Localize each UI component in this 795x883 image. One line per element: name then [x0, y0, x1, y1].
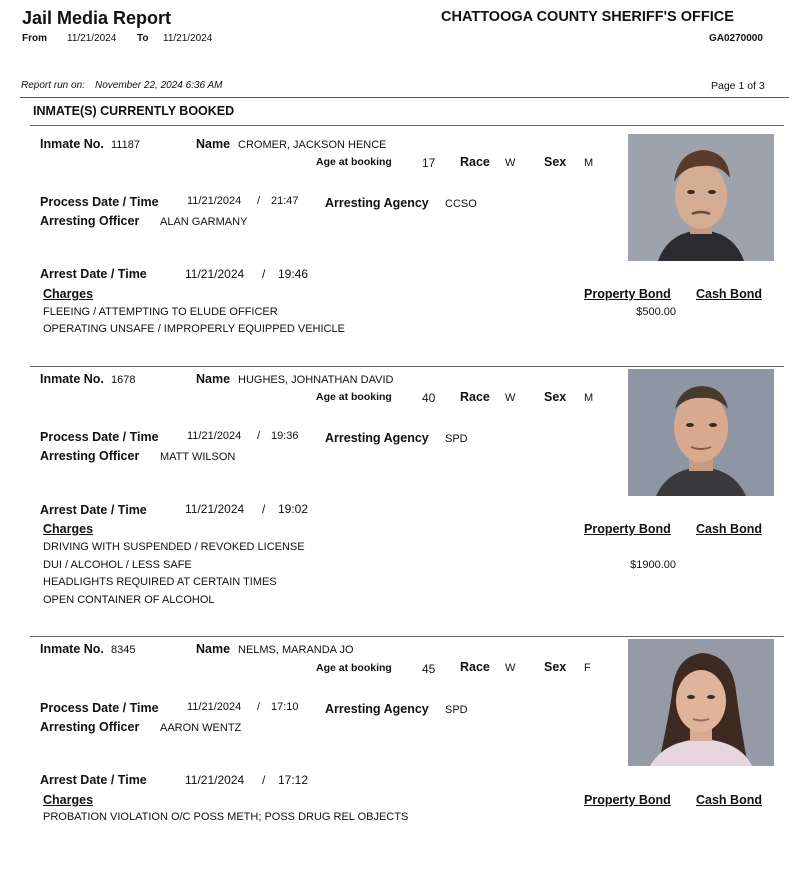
- slash: /: [257, 195, 261, 207]
- process-date: 11/21/2024: [187, 701, 242, 713]
- charge-item: OPERATING UNSAFE / IMPROPERLY EQUIPPED VEHICLE: [43, 323, 345, 335]
- property-bond-header: Property Bond: [584, 287, 671, 301]
- race-value: W: [505, 662, 516, 674]
- arrest-date: 11/21/2024: [185, 773, 245, 787]
- arrest-label: Arrest Date / Time: [40, 267, 147, 281]
- cash-bond-header: Cash Bond: [696, 522, 762, 536]
- agency-value: CCSO: [445, 198, 477, 210]
- race-label: Race: [460, 660, 490, 674]
- name-label: Name: [196, 137, 231, 151]
- name-label: Name: [196, 372, 231, 386]
- sex-label: Sex: [544, 390, 567, 404]
- process-date: 11/21/2024: [187, 195, 242, 207]
- charge-item: DRIVING WITH SUSPENDED / REVOKED LICENSE: [43, 541, 305, 553]
- inmate-name: CROMER, JACKSON HENCE: [238, 139, 387, 151]
- inmate-no-label: Inmate No.: [40, 137, 104, 151]
- arrest-label: Arrest Date / Time: [40, 503, 147, 517]
- ori-code: GA0270000: [709, 33, 763, 44]
- process-label: Process Date / Time: [40, 701, 159, 715]
- age-label: Age at booking: [316, 156, 392, 168]
- process-time: 19:36: [271, 430, 299, 442]
- officer-value: ALAN GARMANY: [160, 216, 248, 228]
- slash: /: [262, 773, 266, 787]
- page-number: Page 1 of 3: [711, 80, 765, 92]
- run-value: November 22, 2024 6:36 AM: [95, 80, 223, 91]
- agency-label: Arresting Agency: [325, 702, 429, 716]
- property-bond-header: Property Bond: [584, 793, 671, 807]
- inmate-no-label: Inmate No.: [40, 642, 104, 656]
- section-title: INMATE(S) CURRENTLY BOOKED: [33, 104, 235, 118]
- arrest-label: Arrest Date / Time: [40, 773, 147, 787]
- age-value: 45: [422, 662, 436, 676]
- charges-header: Charges: [43, 793, 94, 807]
- age-value: 40: [422, 391, 436, 405]
- officer-label: Arresting Officer: [40, 720, 140, 734]
- race-label: Race: [460, 390, 490, 404]
- record-divider: [30, 636, 784, 637]
- from-date: 11/21/2024: [67, 33, 117, 44]
- agency-label: Arresting Agency: [325, 196, 429, 210]
- age-label: Age at booking: [316, 391, 392, 403]
- charge-item: HEADLIGHTS REQUIRED AT CERTAIN TIMES: [43, 576, 277, 588]
- process-date: 11/21/2024: [187, 430, 242, 442]
- age-label: Age at booking: [316, 662, 392, 674]
- arrest-time: 19:02: [278, 502, 309, 516]
- agency-name: CHATTOOGA COUNTY SHERIFF'S OFFICE: [441, 9, 734, 25]
- slash: /: [257, 701, 261, 713]
- arrest-date: 11/21/2024: [185, 502, 245, 516]
- agency-label: Arresting Agency: [325, 431, 429, 445]
- officer-label: Arresting Officer: [40, 214, 140, 228]
- process-label: Process Date / Time: [40, 430, 159, 444]
- charges-header: Charges: [43, 287, 94, 301]
- charge-item: DUI / ALCOHOL / LESS SAFE: [43, 559, 192, 571]
- inmate-no-label: Inmate No.: [40, 372, 104, 386]
- to-date: 11/21/2024: [163, 33, 213, 44]
- property-bond-value: $1900.00: [630, 559, 676, 571]
- inmate-name: NELMS, MARANDA JO: [238, 644, 354, 656]
- process-time: 17:10: [271, 701, 299, 713]
- agency-value: SPD: [445, 704, 468, 716]
- cash-bond-header: Cash Bond: [696, 287, 762, 301]
- charge-item: PROBATION VIOLATION O/C POSS METH; POSS DRUG REL OBJECTS: [43, 811, 409, 823]
- charge-item: OPEN CONTAINER OF ALCOHOL: [43, 594, 215, 606]
- property-bond-value: $500.00: [636, 306, 676, 318]
- cash-bond-header: Cash Bond: [696, 793, 762, 807]
- name-label: Name: [196, 642, 231, 656]
- header-divider: [20, 97, 789, 98]
- officer-value: MATT WILSON: [160, 451, 236, 463]
- charges-header: Charges: [43, 522, 94, 536]
- race-value: W: [505, 392, 516, 404]
- inmate-no: 11187: [111, 139, 140, 151]
- process-label: Process Date / Time: [40, 195, 159, 209]
- charge-item: FLEEING / ATTEMPTING TO ELUDE OFFICER: [43, 306, 278, 318]
- race-value: W: [505, 157, 516, 169]
- run-label: Report run on:: [21, 80, 85, 91]
- mugshot-photo: [628, 639, 774, 766]
- inmate-no: 1678: [111, 374, 136, 386]
- mugshot-photo: [628, 369, 774, 496]
- slash: /: [257, 430, 261, 442]
- arrest-time: 19:46: [278, 267, 309, 281]
- process-time: 21:47: [271, 195, 299, 207]
- slash: /: [262, 267, 266, 281]
- arrest-date: 11/21/2024: [185, 267, 245, 281]
- officer-label: Arresting Officer: [40, 449, 140, 463]
- inmate-name: HUGHES, JOHNATHAN DAVID: [238, 374, 394, 386]
- officer-value: AARON WENTZ: [160, 722, 242, 734]
- arrest-time: 17:12: [278, 773, 309, 787]
- report-title: Jail Media Report: [22, 8, 172, 28]
- race-label: Race: [460, 155, 490, 169]
- section-divider: [30, 125, 784, 126]
- sex-label: Sex: [544, 660, 567, 674]
- sex-value: M: [584, 392, 594, 404]
- to-label: To: [137, 33, 149, 44]
- inmate-no: 8345: [111, 644, 136, 656]
- sex-value: M: [584, 157, 594, 169]
- mugshot-photo: [628, 134, 774, 261]
- sex-label: Sex: [544, 155, 567, 169]
- from-label: From: [22, 33, 47, 44]
- slash: /: [262, 502, 266, 516]
- age-value: 17: [422, 156, 436, 170]
- record-divider: [30, 366, 784, 367]
- property-bond-header: Property Bond: [584, 522, 671, 536]
- sex-value: F: [584, 662, 591, 674]
- agency-value: SPD: [445, 433, 468, 445]
